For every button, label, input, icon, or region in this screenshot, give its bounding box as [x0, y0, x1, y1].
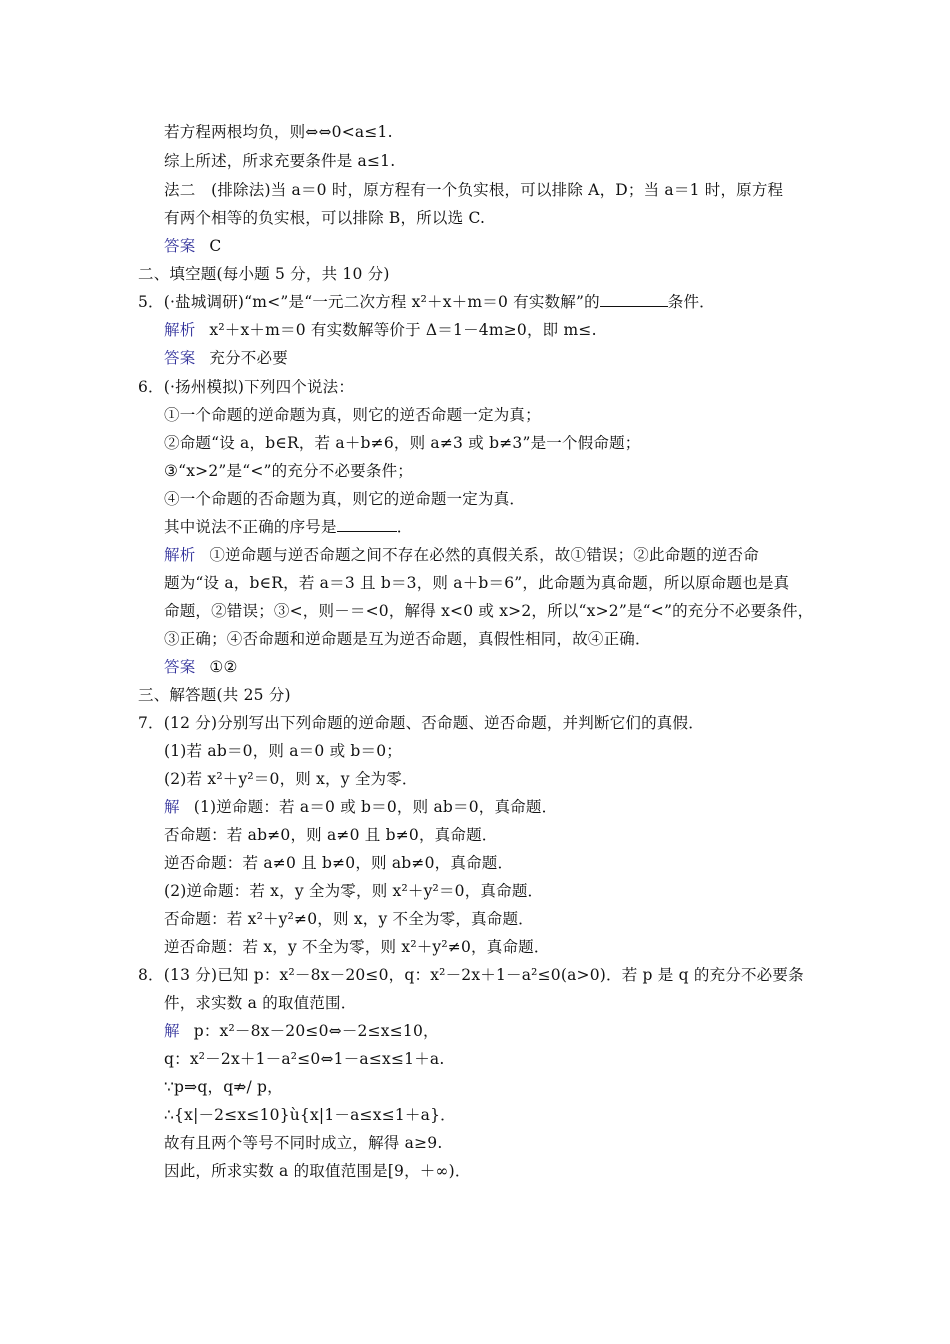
text-line: (2)若 x²＋y²＝0，则 x，y 全为零．: [164, 770, 418, 788]
analysis-text: ①逆命题与逆否命题之间不存在必然的真假关系，故①错误；②此命题的逆否命: [209, 546, 759, 564]
text-line: 题为“设 a，b∈R，若 a＝3 且 b＝3，则 a＋b＝6”，此命题为真命题，所以原命题也是真: [164, 574, 790, 592]
text-line: 因此，所求实数 a 的取值范围是[9，＋∞)．: [164, 1162, 471, 1180]
analysis-label: 解析: [164, 321, 196, 339]
section-heading: 二、填空题(每小题 5 分，共 10 分): [138, 265, 390, 283]
solution-label: 解: [164, 798, 180, 816]
text-line: ∴{x|－2≤x≤10}ù{x|1－a≤x≤1＋a}．: [164, 1106, 456, 1124]
solution-line: [164, 796, 557, 818]
answer-line: [164, 656, 238, 678]
solution-text: (1)逆命题：若 a＝0 或 b＝0，则 ab＝0，真命题．: [193, 798, 558, 816]
answer-label: 答案: [164, 349, 196, 367]
text-line: ②命题“设 a，b∈R，若 a＋b≠6，则 a≠3 或 b≠3”是一个假命题；: [164, 434, 641, 452]
text-line: 件，求实数 a 的取值范围．: [164, 994, 357, 1012]
solution-label: 解: [164, 1022, 180, 1040]
question-6-prompt: [164, 516, 412, 538]
question-5: [138, 291, 715, 313]
answer-value: C: [209, 237, 222, 255]
question-8: 8．(13 分)已知 p：x²－8x－20≤0，q：x²－2x＋1－a²≤0(a>0)．若 p 是 q 的充分不必要条: [138, 966, 804, 984]
text-line: 逆否命题：若 x，y 不全为零，则 x²＋y²≠0，真命题．: [164, 938, 550, 956]
text-line: ∵p⇒q，q⇏/ p，: [164, 1078, 283, 1096]
analysis-line: [164, 319, 597, 341]
text-line: 逆否命题：若 a≠0 且 b≠0，则 ab≠0，真命题．: [164, 854, 514, 872]
text-line: 若方程两根均负，则⇔⇔0<a≤1.: [164, 123, 393, 141]
question-6-prompt-tail: ．: [396, 518, 413, 536]
answer-line: [164, 347, 288, 369]
question-5-text: 5．(·盐城调研)“m<”是“一元二次方程 x²＋x＋m＝0 有实数解”的: [138, 293, 600, 311]
text-line: (1)若 ab＝0，则 a＝0 或 b＝0；: [164, 742, 402, 760]
question-6-prompt-text: 其中说法不正确的序号是: [164, 518, 337, 536]
text-line: 法二 (排除法)当 a＝0 时，原方程有一个负实根，可以排除 A，D；当 a＝1 时，原方程: [164, 181, 784, 199]
answer-label: 答案: [164, 237, 196, 255]
fill-blank: [600, 292, 668, 307]
text-line: 命题，②错误；③<，则－＝<0，解得 x<0 或 x>2，所以“x>2”是“<”的充分不必要条件，: [164, 602, 814, 620]
text-line: 否命题：若 x²＋y²≠0，则 x，y 不全为零，真命题．: [164, 910, 534, 928]
analysis-label: 解析: [164, 546, 196, 564]
question-5-tail: 条件．: [667, 293, 715, 311]
text-line: ①一个命题的逆命题为真，则它的逆否命题一定为真；: [164, 406, 541, 424]
answer-label: 答案: [164, 658, 196, 676]
text-line: 有两个相等的负实根，可以排除 B，所以选 C.: [164, 209, 486, 227]
answer-value: 充分不必要: [209, 349, 288, 367]
solution-text: p：x²－8x－20≤0⇔－2≤x≤10，: [193, 1022, 439, 1040]
text-line: 故有且两个等号不同时成立，解得 a≥9.: [164, 1134, 443, 1152]
section-heading: 三、解答题(共 25 分): [138, 686, 291, 704]
analysis-text: x²＋x＋m＝0 有实数解等价于 Δ＝1－4m≥0，即 m≤.: [209, 321, 597, 339]
text-line: ④一个命题的否命题为真，则它的逆命题一定为真．: [164, 490, 526, 508]
text-line: ③正确；④否命题和逆命题是互为逆否命题，真假性相同，故④正确．: [164, 630, 651, 648]
question-6: 6．(·扬州模拟)下列四个说法：: [138, 378, 355, 396]
answer-value: ①②: [209, 658, 238, 676]
text-line: (2)逆命题：若 x，y 全为零，则 x²＋y²＝0，真命题．: [164, 882, 544, 900]
fill-blank: [337, 517, 397, 532]
text-line: 综上所述，所求充要条件是 a≤1.: [164, 152, 396, 170]
text-line: ③“x>2”是“<”的充分不必要条件；: [164, 462, 413, 480]
text-line: 否命题：若 ab≠0，则 a≠0 且 b≠0，真命题．: [164, 826, 498, 844]
solution-line: [164, 1020, 439, 1042]
question-7: 7．(12 分)分别写出下列命题的逆命题、否命题、逆否命题，并判断它们的真假．: [138, 714, 704, 732]
analysis-line: [164, 544, 759, 566]
text-line: q：x²－2x＋1－a²≤0⇔1－a≤x≤1＋a.: [164, 1050, 445, 1068]
answer-line: [164, 235, 221, 257]
